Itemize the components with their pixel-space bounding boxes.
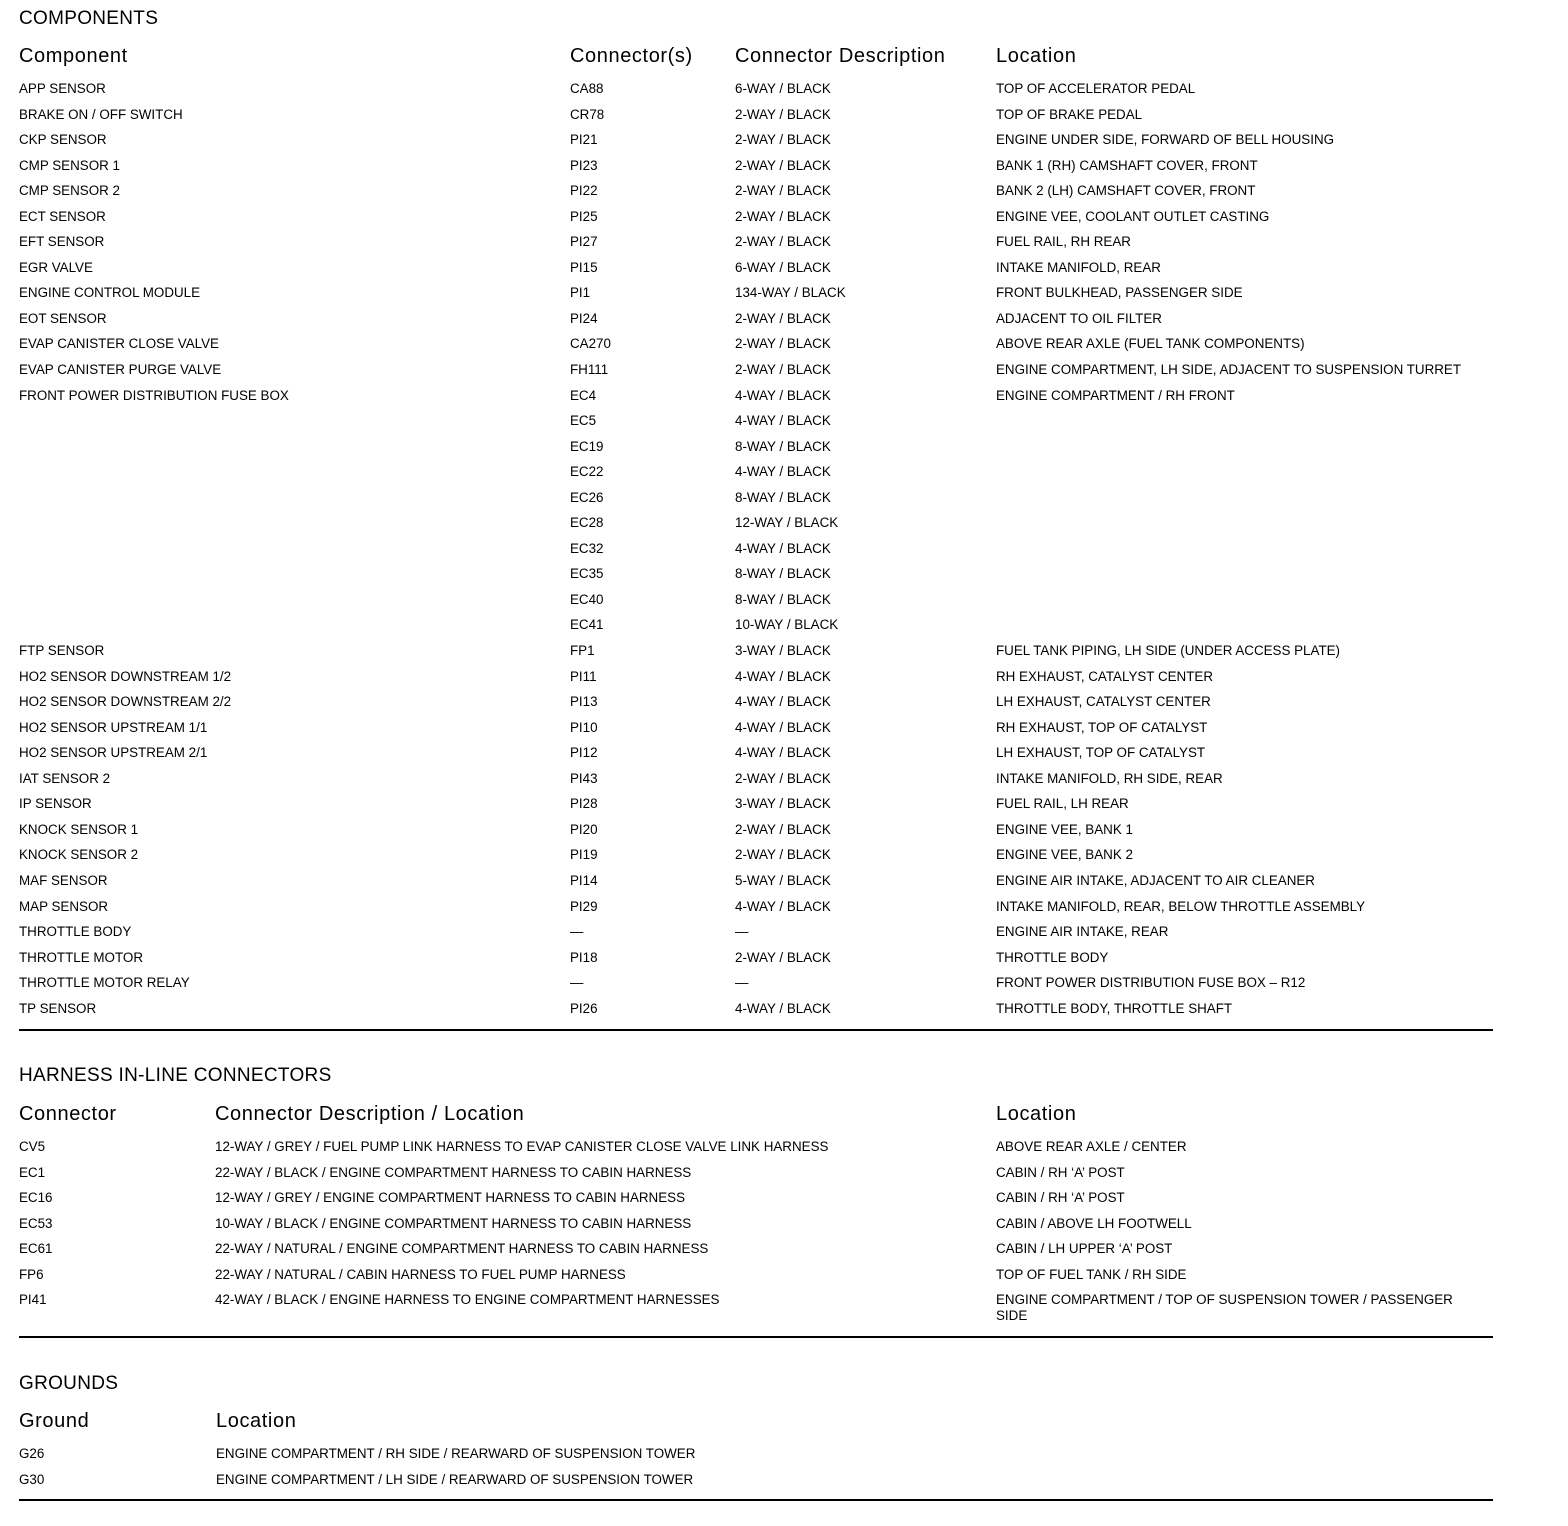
connector-id-cell: PI28 bbox=[570, 796, 598, 812]
connector-description-cell: 8-WAY / BLACK bbox=[735, 489, 831, 505]
location-cell: CABIN / LH UPPER ‘A’ POST bbox=[996, 1241, 1173, 1257]
grounds-divider bbox=[19, 1499, 1493, 1501]
location-cell: ENGINE VEE, COOLANT OUTLET CASTING bbox=[996, 208, 1270, 224]
connector-description-cell: 2-WAY / BLACK bbox=[735, 336, 831, 352]
connector-id-cell: — bbox=[570, 975, 584, 991]
harness-row bbox=[19, 1216, 1493, 1242]
connector-description-cell: 4-WAY / BLACK bbox=[735, 464, 831, 480]
connector-id-cell: PI10 bbox=[570, 719, 598, 735]
connector-description-cell: 2-WAY / BLACK bbox=[735, 183, 831, 199]
location-cell: THROTTLE BODY bbox=[996, 949, 1109, 965]
location-cell: INTAKE MANIFOLD, REAR bbox=[996, 259, 1161, 275]
connector-id-cell: CR78 bbox=[570, 106, 605, 122]
grounds-row bbox=[19, 1472, 1493, 1498]
connector-id-cell: PI19 bbox=[570, 847, 598, 863]
harness-row bbox=[19, 1292, 1493, 1332]
connector-description-cell: 8-WAY / BLACK bbox=[735, 591, 831, 607]
location-cell: ENGINE VEE, BANK 2 bbox=[996, 847, 1133, 863]
ground-id-cell: G30 bbox=[19, 1471, 45, 1487]
components-row bbox=[19, 771, 1493, 797]
location-cell: ENGINE COMPARTMENT / RH FRONT bbox=[996, 387, 1235, 403]
harness-row bbox=[19, 1267, 1493, 1293]
connector-description-cell: 4-WAY / BLACK bbox=[735, 668, 831, 684]
location-cell: ENGINE COMPARTMENT / TOP OF SUSPENSION TOWER / PASSENGER SIDE bbox=[996, 1292, 1453, 1324]
connector-description-cell: — bbox=[735, 924, 749, 940]
connector-description-cell: 22-WAY / NATURAL / CABIN HARNESS TO FUEL PUMP HARNESS bbox=[215, 1266, 626, 1282]
components-row bbox=[19, 107, 1493, 133]
location-cell: ENGINE COMPARTMENT, LH SIDE, ADJACENT TO SUSPENSION TURRET bbox=[996, 362, 1462, 378]
components-row bbox=[19, 720, 1493, 746]
components-row bbox=[19, 822, 1493, 848]
location-cell: INTAKE MANIFOLD, REAR, BELOW THROTTLE ASSEMBLY bbox=[996, 898, 1366, 914]
component-name-cell: HO2 SENSOR DOWNSTREAM 1/2 bbox=[19, 668, 232, 684]
connector-description-cell: 4-WAY / BLACK bbox=[735, 745, 831, 761]
connector-id-cell: EC4 bbox=[570, 387, 597, 403]
connector-description-cell: 6-WAY / BLACK bbox=[735, 81, 831, 96]
component-name-cell: EVAP CANISTER PURGE VALVE bbox=[19, 362, 222, 378]
component-name-cell: THROTTLE MOTOR RELAY bbox=[19, 975, 190, 991]
component-name-cell: EGR VALVE bbox=[19, 259, 93, 275]
connector-description-cell: 10-WAY / BLACK bbox=[735, 617, 839, 633]
connector-id-cell: FH111 bbox=[570, 362, 609, 378]
location-cell: FRONT POWER DISTRIBUTION FUSE BOX – R12 bbox=[996, 975, 1306, 991]
component-name-cell: EFT SENSOR bbox=[19, 234, 105, 250]
location-cell: ADJACENT TO OIL FILTER bbox=[996, 310, 1162, 326]
harness-divider bbox=[19, 1336, 1493, 1338]
location-cell: TOP OF FUEL TANK / RH SIDE bbox=[996, 1266, 1187, 1282]
components-row bbox=[19, 745, 1493, 771]
connector-id-cell: EC22 bbox=[570, 464, 604, 480]
connector-id-cell: EC35 bbox=[570, 566, 604, 582]
connector-id-cell: PI21 bbox=[570, 132, 598, 148]
connector-id-cell: PI27 bbox=[570, 234, 598, 250]
components-row bbox=[19, 439, 1493, 465]
location-cell: FUEL RAIL, RH REAR bbox=[996, 234, 1131, 250]
connector-description-cell: 2-WAY / BLACK bbox=[735, 821, 831, 837]
location-cell: ENGINE AIR INTAKE, REAR bbox=[996, 924, 1169, 940]
connector-id-cell: PI23 bbox=[570, 157, 598, 173]
components-row bbox=[19, 336, 1493, 362]
connector-id-cell: EC26 bbox=[570, 489, 604, 505]
location-cell: ENGINE COMPARTMENT / LH SIDE / REARWARD OF SUSPENSION TOWER bbox=[216, 1471, 694, 1487]
components-row bbox=[19, 158, 1493, 184]
location-cell: ABOVE REAR AXLE (FUEL TANK COMPONENTS) bbox=[996, 336, 1305, 352]
components-row bbox=[19, 566, 1493, 592]
location-cell: TOP OF ACCELERATOR PEDAL bbox=[996, 81, 1196, 96]
components-row bbox=[19, 592, 1493, 618]
connector-id-cell: EC61 bbox=[19, 1241, 53, 1257]
component-name-cell: BRAKE ON / OFF SWITCH bbox=[19, 106, 183, 122]
components-row bbox=[19, 694, 1493, 720]
component-name-cell: TP SENSOR bbox=[19, 1000, 97, 1016]
location-cell: FRONT BULKHEAD, PASSENGER SIDE bbox=[996, 285, 1243, 301]
components-row bbox=[19, 1001, 1493, 1027]
connector-description-cell: 10-WAY / BLACK / ENGINE COMPARTMENT HARNESS TO CABIN HARNESS bbox=[215, 1215, 692, 1231]
connector-id-cell: PI29 bbox=[570, 898, 598, 914]
grounds-row bbox=[19, 1446, 1493, 1472]
components-row bbox=[19, 975, 1493, 1001]
components-header-connector-description: Connector Description bbox=[735, 45, 946, 67]
location-cell: BANK 1 (RH) CAMSHAFT COVER, FRONT bbox=[996, 157, 1258, 173]
grounds-header-location: Location bbox=[216, 1410, 297, 1432]
connector-id-cell: FP1 bbox=[570, 643, 595, 659]
connector-id-cell: PI25 bbox=[570, 208, 598, 224]
components-row bbox=[19, 490, 1493, 516]
location-cell: ABOVE REAR AXLE / CENTER bbox=[996, 1139, 1187, 1154]
components-table-body bbox=[19, 81, 1493, 1026]
components-row bbox=[19, 899, 1493, 925]
connector-description-cell: 134-WAY / BLACK bbox=[735, 285, 846, 301]
connector-id-cell: PI14 bbox=[570, 872, 598, 888]
connector-id-cell: EC1 bbox=[19, 1164, 46, 1180]
connector-id-cell: PI1 bbox=[570, 285, 591, 301]
connector-id-cell: EC5 bbox=[570, 413, 597, 429]
location-cell: INTAKE MANIFOLD, RH SIDE, REAR bbox=[996, 770, 1223, 786]
connector-id-cell: CA270 bbox=[570, 336, 611, 352]
grounds-section-title: GROUNDS bbox=[19, 1373, 119, 1394]
connector-description-cell: 2-WAY / BLACK bbox=[735, 208, 831, 224]
components-row bbox=[19, 81, 1493, 107]
component-name-cell: EVAP CANISTER CLOSE VALVE bbox=[19, 336, 219, 352]
connector-description-cell: 3-WAY / BLACK bbox=[735, 796, 831, 812]
components-divider bbox=[19, 1029, 1493, 1031]
connector-description-cell: 22-WAY / BLACK / ENGINE COMPARTMENT HARNESS TO CABIN HARNESS bbox=[215, 1164, 692, 1180]
connector-description-cell: 12-WAY / GREY / ENGINE COMPARTMENT HARNESS TO CABIN HARNESS bbox=[215, 1190, 686, 1206]
harness-section-title: HARNESS IN-LINE CONNECTORS bbox=[19, 1065, 332, 1086]
connector-id-cell: CV5 bbox=[19, 1139, 46, 1154]
connector-description-cell: 12-WAY / GREY / FUEL PUMP LINK HARNESS TO EVAP CANISTER CLOSE VALVE LINK HARNESS bbox=[215, 1139, 829, 1154]
connector-id-cell: PI41 bbox=[19, 1292, 47, 1308]
connector-description-cell: 22-WAY / NATURAL / ENGINE COMPARTMENT HARNESS TO CABIN HARNESS bbox=[215, 1241, 709, 1257]
components-row bbox=[19, 669, 1493, 695]
connector-id-cell: PI13 bbox=[570, 694, 598, 710]
connector-id-cell: PI22 bbox=[570, 183, 598, 199]
harness-row bbox=[19, 1165, 1493, 1191]
components-row bbox=[19, 311, 1493, 337]
components-row bbox=[19, 847, 1493, 873]
component-name-cell: MAP SENSOR bbox=[19, 898, 109, 914]
component-name-cell: MAF SENSOR bbox=[19, 872, 108, 888]
connector-id-cell: PI20 bbox=[570, 821, 598, 837]
connector-id-cell: EC41 bbox=[570, 617, 604, 633]
component-name-cell: FRONT POWER DISTRIBUTION FUSE BOX bbox=[19, 387, 289, 403]
components-row bbox=[19, 234, 1493, 260]
connector-id-cell: PI43 bbox=[570, 770, 598, 786]
connector-id-cell: EC28 bbox=[570, 515, 604, 531]
connector-description-cell: 2-WAY / BLACK bbox=[735, 157, 831, 173]
location-cell: FUEL RAIL, LH REAR bbox=[996, 796, 1129, 812]
location-cell: FUEL TANK PIPING, LH SIDE (UNDER ACCESS PLATE) bbox=[996, 643, 1341, 659]
connector-id-cell: PI12 bbox=[570, 745, 598, 761]
location-cell: RH EXHAUST, CATALYST CENTER bbox=[996, 668, 1214, 684]
component-name-cell: KNOCK SENSOR 2 bbox=[19, 847, 139, 863]
connector-description-cell: 2-WAY / BLACK bbox=[735, 949, 831, 965]
location-cell: LH EXHAUST, CATALYST CENTER bbox=[996, 694, 1211, 710]
component-name-cell: HO2 SENSOR UPSTREAM 2/1 bbox=[19, 745, 208, 761]
components-section-title: COMPONENTS bbox=[19, 8, 159, 29]
components-row bbox=[19, 617, 1493, 643]
connector-description-cell: 2-WAY / BLACK bbox=[735, 847, 831, 863]
component-name-cell: KNOCK SENSOR 1 bbox=[19, 821, 139, 837]
location-cell: ENGINE VEE, BANK 1 bbox=[996, 821, 1133, 837]
component-name-cell: HO2 SENSOR DOWNSTREAM 2/2 bbox=[19, 694, 232, 710]
components-header-component: Component bbox=[19, 45, 128, 67]
connector-id-cell: PI15 bbox=[570, 259, 598, 275]
component-name-cell: CKP SENSOR bbox=[19, 132, 107, 148]
harness-table-body bbox=[19, 1139, 1493, 1332]
connector-description-cell: 2-WAY / BLACK bbox=[735, 770, 831, 786]
components-row bbox=[19, 183, 1493, 209]
components-row bbox=[19, 950, 1493, 976]
components-row bbox=[19, 515, 1493, 541]
connector-id-cell: FP6 bbox=[19, 1266, 44, 1282]
components-row bbox=[19, 464, 1493, 490]
location-cell: ENGINE AIR INTAKE, ADJACENT TO AIR CLEANER bbox=[996, 872, 1315, 888]
connector-description-cell: 6-WAY / BLACK bbox=[735, 259, 831, 275]
connector-description-cell: 4-WAY / BLACK bbox=[735, 387, 831, 403]
component-name-cell: EOT SENSOR bbox=[19, 310, 107, 326]
connector-description-cell: 8-WAY / BLACK bbox=[735, 438, 831, 454]
connector-description-cell: 2-WAY / BLACK bbox=[735, 234, 831, 250]
connector-description-cell: 4-WAY / BLACK bbox=[735, 719, 831, 735]
location-cell: CABIN / ABOVE LH FOOTWELL bbox=[996, 1215, 1192, 1231]
location-cell: THROTTLE BODY, THROTTLE SHAFT bbox=[996, 1000, 1233, 1016]
grounds-header-ground: Ground bbox=[19, 1410, 90, 1432]
connector-description-cell: 2-WAY / BLACK bbox=[735, 106, 831, 122]
connector-description-cell: 4-WAY / BLACK bbox=[735, 540, 831, 556]
component-name-cell: THROTTLE BODY bbox=[19, 924, 132, 940]
connector-id-cell: PI11 bbox=[570, 668, 597, 684]
component-name-cell: HO2 SENSOR UPSTREAM 1/1 bbox=[19, 719, 208, 735]
components-row bbox=[19, 285, 1493, 311]
connector-id-cell: EC16 bbox=[19, 1190, 53, 1206]
location-cell: LH EXHAUST, TOP OF CATALYST bbox=[996, 745, 1206, 761]
connector-id-cell: EC19 bbox=[570, 438, 604, 454]
connector-description-cell: 12-WAY / BLACK bbox=[735, 515, 839, 531]
location-cell: CABIN / RH ‘A’ POST bbox=[996, 1190, 1125, 1206]
components-header-connectors: Connector(s) bbox=[570, 45, 693, 67]
components-row bbox=[19, 209, 1493, 235]
connector-description-cell: 4-WAY / BLACK bbox=[735, 1000, 831, 1016]
connector-description-cell: 2-WAY / BLACK bbox=[735, 132, 831, 148]
components-row bbox=[19, 413, 1493, 439]
connector-description-cell: — bbox=[735, 975, 749, 991]
connector-id-cell: EC32 bbox=[570, 540, 604, 556]
connector-id-cell: PI24 bbox=[570, 310, 598, 326]
harness-row bbox=[19, 1190, 1493, 1216]
components-row bbox=[19, 796, 1493, 822]
connector-id-cell: CA88 bbox=[570, 81, 604, 96]
components-row bbox=[19, 643, 1493, 669]
component-name-cell: IAT SENSOR 2 bbox=[19, 770, 111, 786]
component-name-cell: IP SENSOR bbox=[19, 796, 92, 812]
components-row bbox=[19, 388, 1493, 414]
location-cell: RH EXHAUST, TOP OF CATALYST bbox=[996, 719, 1208, 735]
connector-description-cell: 4-WAY / BLACK bbox=[735, 898, 831, 914]
location-cell: ENGINE UNDER SIDE, FORWARD OF BELL HOUSING bbox=[996, 132, 1335, 148]
location-cell: TOP OF BRAKE PEDAL bbox=[996, 106, 1143, 122]
harness-header-description-location: Connector Description / Location bbox=[215, 1103, 525, 1125]
location-cell: ENGINE COMPARTMENT / RH SIDE / REARWARD OF SUSPENSION TOWER bbox=[216, 1446, 696, 1461]
components-row bbox=[19, 924, 1493, 950]
harness-row bbox=[19, 1139, 1493, 1165]
component-name-cell: THROTTLE MOTOR bbox=[19, 949, 143, 965]
connector-id-cell: PI26 bbox=[570, 1000, 598, 1016]
components-row bbox=[19, 132, 1493, 158]
harness-row bbox=[19, 1241, 1493, 1267]
connector-description-cell: 5-WAY / BLACK bbox=[735, 872, 831, 888]
component-name-cell: CMP SENSOR 2 bbox=[19, 183, 120, 199]
connector-id-cell: EC53 bbox=[19, 1215, 53, 1231]
connector-description-cell: 2-WAY / BLACK bbox=[735, 362, 831, 378]
connector-description-cell: 2-WAY / BLACK bbox=[735, 310, 831, 326]
components-header-location: Location bbox=[996, 45, 1077, 67]
harness-header-location: Location bbox=[996, 1103, 1077, 1125]
connector-description-cell: 4-WAY / BLACK bbox=[735, 694, 831, 710]
connector-description-cell: 3-WAY / BLACK bbox=[735, 643, 831, 659]
component-name-cell: APP SENSOR bbox=[19, 81, 106, 96]
ground-id-cell: G26 bbox=[19, 1446, 45, 1461]
component-name-cell: CMP SENSOR 1 bbox=[19, 157, 120, 173]
components-row bbox=[19, 541, 1493, 567]
connector-id-cell: — bbox=[570, 924, 584, 940]
component-name-cell: ENGINE CONTROL MODULE bbox=[19, 285, 201, 301]
component-name-cell: ECT SENSOR bbox=[19, 208, 106, 224]
connector-description-cell: 8-WAY / BLACK bbox=[735, 566, 831, 582]
connector-description-cell: 42-WAY / BLACK / ENGINE HARNESS TO ENGINE COMPARTMENT HARNESSES bbox=[215, 1292, 720, 1308]
harness-header-connector: Connector bbox=[19, 1103, 117, 1125]
component-name-cell: FTP SENSOR bbox=[19, 643, 105, 659]
components-row bbox=[19, 260, 1493, 286]
components-row bbox=[19, 362, 1493, 388]
grounds-table-body bbox=[19, 1446, 1493, 1497]
connector-id-cell: EC40 bbox=[570, 591, 604, 607]
components-row bbox=[19, 873, 1493, 899]
connector-description-cell: 4-WAY / BLACK bbox=[735, 413, 831, 429]
location-cell: CABIN / RH ‘A’ POST bbox=[996, 1164, 1125, 1180]
connector-id-cell: PI18 bbox=[570, 949, 598, 965]
location-cell: BANK 2 (LH) CAMSHAFT COVER, FRONT bbox=[996, 183, 1256, 199]
